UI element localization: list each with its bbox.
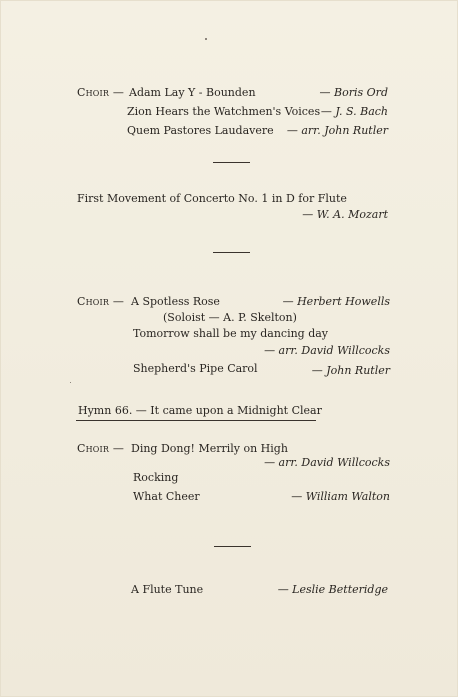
piece-composer: — Herbert Howells <box>282 295 390 308</box>
piece-title: Adam Lay Y - Bounden <box>129 86 256 99</box>
piece-composer: — Leslie Betteridge <box>277 583 388 596</box>
choir-label: Choir — <box>77 295 125 308</box>
piece-title: Ding Dong! Merrily on High <box>131 442 288 455</box>
piece-title: Quem Pastores Laudavere <box>127 124 274 137</box>
piece-composer: — William Walton <box>291 490 390 503</box>
piece-composer: — arr. David Willcocks <box>264 456 390 469</box>
paper-speck <box>70 382 71 383</box>
piece-title: Rocking <box>133 471 179 484</box>
hymn-underline <box>76 420 316 421</box>
choir-label: Choir — <box>77 86 125 99</box>
piece-title: A Spotless Rose <box>131 295 220 308</box>
section-divider <box>214 546 251 547</box>
piece-title: Tomorrow shall be my dancing day <box>133 327 329 340</box>
section-divider <box>213 252 250 253</box>
piece-composer: — arr. David Willcocks <box>264 344 390 357</box>
piece-composer: — John Rutler <box>311 364 390 377</box>
piece-composer: — J. S. Bach <box>320 105 388 118</box>
piece-title: Shepherd's Pipe Carol <box>133 362 258 375</box>
piece-title: First Movement of Concerto No. 1 in D for Flute <box>77 192 347 205</box>
piece-composer: — W. A. Mozart <box>302 208 388 221</box>
hymn-title: Hymn 66. — It came upon a Midnight Clear <box>78 404 322 417</box>
piece-title: Zion Hears the Watchmen's Voices <box>127 105 321 118</box>
section-divider <box>213 162 250 163</box>
piece-title: What Cheer <box>133 490 200 503</box>
piece-composer: — Boris Ord <box>319 86 388 99</box>
paper-speck <box>205 38 207 40</box>
piece-title: A Flute Tune <box>131 583 204 596</box>
piece-composer: — arr. John Rutler <box>286 124 388 137</box>
choir-label: Choir — <box>77 442 125 455</box>
soloist-note: (Soloist — A. P. Skelton) <box>163 311 297 324</box>
